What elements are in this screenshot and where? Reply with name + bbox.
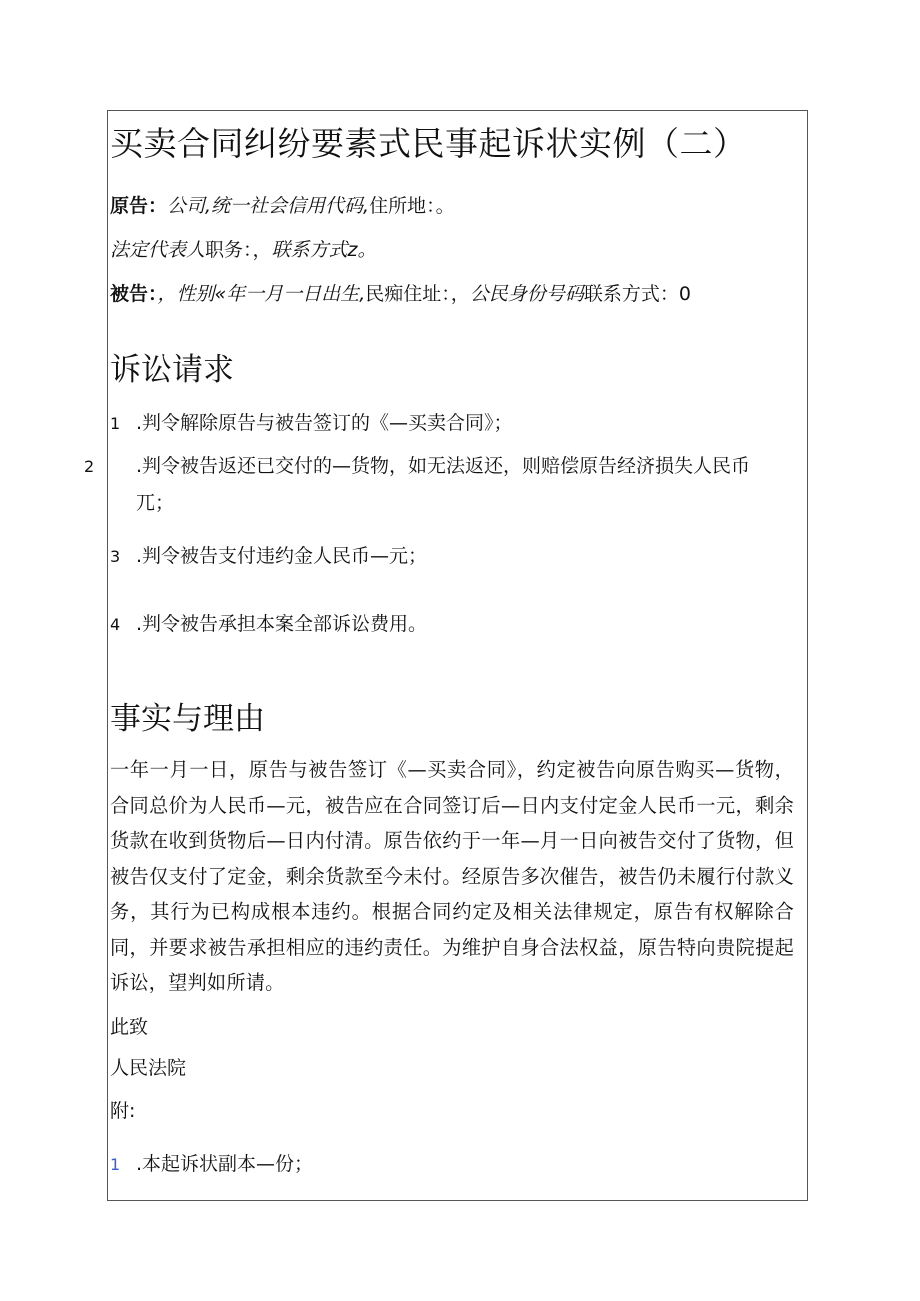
claim-number: 1 (110, 414, 121, 433)
defendant-label: 被告： (110, 283, 158, 305)
facts-paragraph: 一年一月一日，原告与被告签订《—买卖合同》，约定被告向原告购买—货物，合同总价为人民币—元，被告应在合同签订后—日内支付定金人民币一元，剩余货款在收到货物后—日内付清。原告依约于一年—月一日向被告交付了货物，但被告仅支付了定金，剩余货款至今未付。经原告多次催告，被告仍未履行付款义务，其行为已构成根本违约。根据合同约定及相关法律规定，原告有权解除合同，并要求被告承担相应的违约责任。为维护自身合法权益，原告特向贵院提起诉讼，望判如所请。 (110, 758, 794, 994)
claims-heading: 诉讼请求 (110, 352, 234, 388)
claim-text-continued: 兀； (136, 492, 175, 514)
defendant-contact: 联系方式：0 (583, 283, 691, 305)
claim-item (110, 609, 427, 636)
claim-text: .判令解除原告与被告签订的《—买卖合同》； (136, 412, 513, 434)
defendant-gender-birth: ，性别«年一月一日出生, (157, 283, 366, 305)
claim-number: 2 (84, 457, 95, 476)
plaintiff-label: 原告： (110, 195, 168, 217)
claim-number: 4 (110, 615, 121, 634)
claim-number: 3 (110, 547, 121, 566)
attachment-item (110, 1149, 313, 1176)
court-name: 人民法院 (110, 1057, 187, 1079)
plaintiff-representative-line (110, 235, 377, 262)
claim-item (84, 448, 790, 521)
claim-text: .判令被告承担本案全部诉讼费用。 (136, 613, 428, 635)
facts-heading: 事实与理由 (110, 701, 265, 737)
document-border (84, 110, 808, 1201)
attachment-label: 附: (110, 1100, 136, 1122)
claim-text: .判令被告返还已交付的—货物，如无法返还，则赔偿原告经济损失人民币 (136, 455, 751, 477)
salutation-cizhi: 此致 (110, 1016, 149, 1038)
attachment-number: 1 (110, 1155, 121, 1174)
claim-item (110, 541, 427, 568)
defendant-id-number: 公民身份号码 (469, 283, 584, 305)
plaintiff-address: 住所地：。 (369, 195, 455, 217)
claim-item (110, 408, 513, 435)
defendant-line (110, 279, 691, 306)
defendant-address: 民痴住址：， (365, 283, 470, 305)
representative-position: 职务：， (205, 239, 272, 261)
plaintiff-company: 公司,统一社会信用代码, (167, 195, 370, 217)
legal-representative-label: 法定代表人 (110, 239, 206, 261)
document-title: 买卖合同纠纷要素式民事起诉状实例（二） (110, 124, 747, 163)
plaintiff-line (110, 191, 455, 218)
claim-text: .判令被告支付违约金人民币—元； (136, 545, 428, 567)
attachment-text: .本起诉状副本—份； (136, 1153, 314, 1175)
plaintiff-contact: 联系方式z。 (271, 239, 377, 261)
